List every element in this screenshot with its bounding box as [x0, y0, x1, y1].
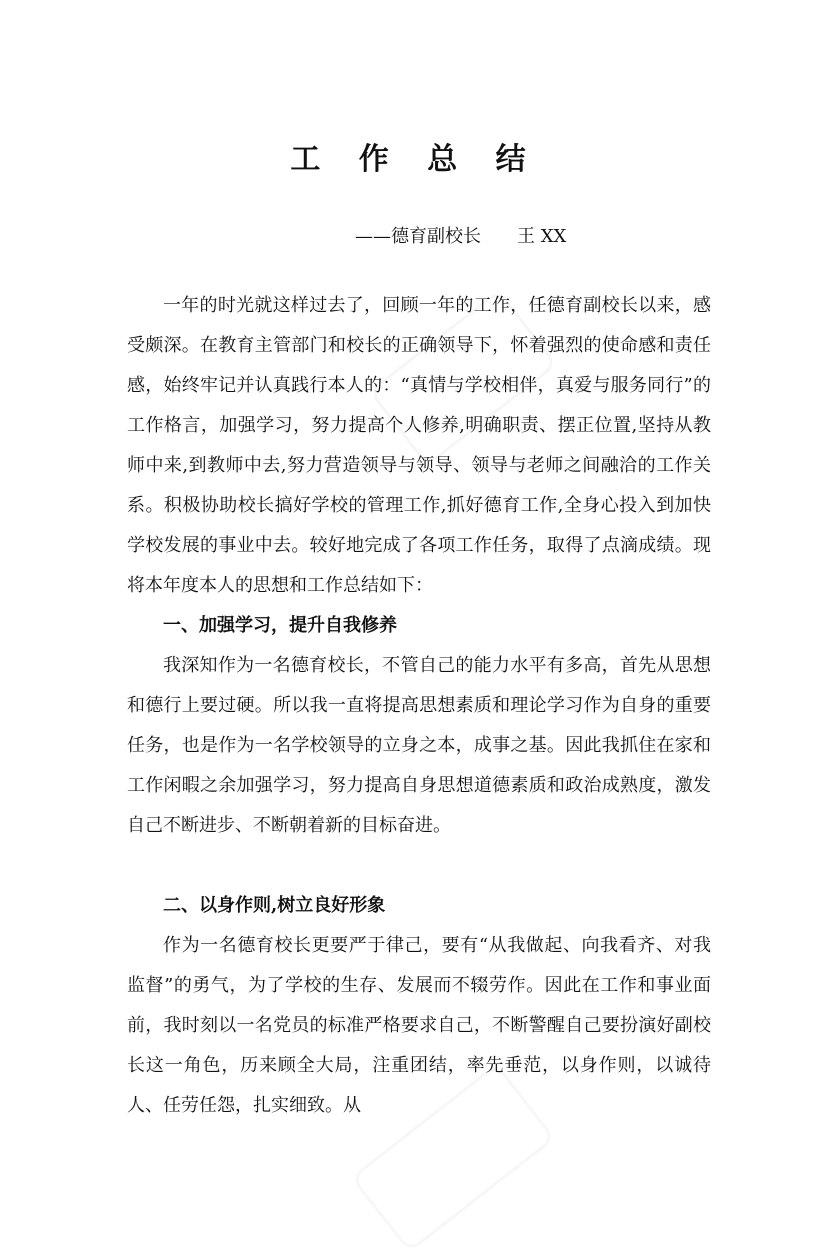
watermark-stamp-bottom — [350, 1063, 556, 1253]
author-name: 王 XX — [517, 226, 567, 247]
section-1-paragraph: 我深知作为一名德育校长，不管自己的能力水平有多高，首先从思想和德行上要过硬。所以我一直将提高思想素质和理论学习作为自身的重要任务，也是作为一名学校领导的立身之本，成事之基。因此我抓住在家和工作闲暇之余加强学习，努力提高自身思想道德素质和政治成熟度，激发自己不断进步、不断朝着新的目标奋进。 — [127, 655, 711, 836]
author-role: ——德育副校长 — [355, 226, 481, 247]
intro-paragraph: 一年的时光就这样过去了，回顾一年的工作，任德育副校长以来，感受颇深。在教育主管部门和校长的正确领导下，怀着强烈的使命感和责任感，始终牢记并认真践行本人的：“真情与学校相伴，真爱与服务同行”的工作格言，加强学习，努力提高个人修养,明确职责、摆正位置,坚持从教师中来,到教师中去,努力营造领导与领导、领导与老师之间融洽的工作关系。积极协助校长搞好学校的管理工作,抓好德育工作,全身心投入到加快学校发展的事业中去。较好地完成了各项工作任务，取得了点滴成绩。现将本年度本人的思想和工作总结如下： — [127, 295, 711, 596]
section-heading-1: 一、加强学习，提升自我修养 — [163, 615, 397, 636]
section-heading-2: 二、以身作则,树立良好形象 — [163, 895, 386, 916]
document-body — [127, 286, 711, 1116]
document-title: 工 作 总 结 — [290, 142, 540, 177]
section-2-paragraph: 作为一名德育校长更要严于律己，要有“从我做起、向我看齐、对我监督”的勇气，为了学校的生存、发展而不辍劳作。因此在工作和事业面前，我时刻以一名党员的标准严格要求自己，不断警醒自己要扮演好副校长这一角色，历来顾全大局，注重团结，率先垂范，以身作则，以诚待人、任劳任怨，扎实细致。从 — [127, 935, 711, 1116]
author-byline — [355, 223, 566, 251]
